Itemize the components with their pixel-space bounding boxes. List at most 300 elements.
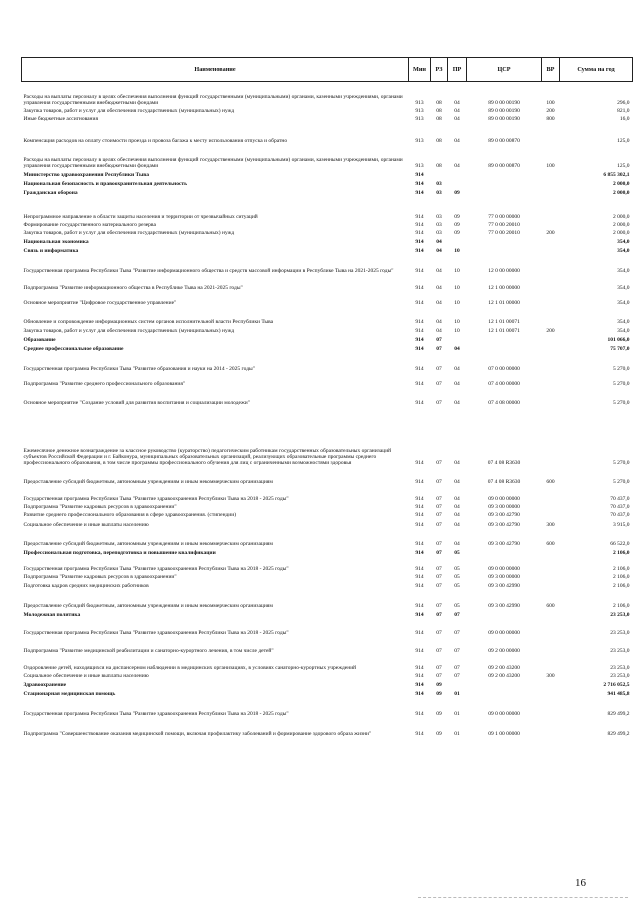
row-subsection-code: 05 <box>454 603 460 610</box>
row-expense-type <box>542 698 560 718</box>
row-expense-type: 200 <box>546 328 555 335</box>
table-row <box>22 557 633 573</box>
row-amount: 2 000,0 <box>613 181 630 188</box>
row-amount: 5 270,0 <box>613 460 630 467</box>
row-ministry-code: 914 <box>415 682 424 689</box>
row-subsection-code: 07 <box>454 648 460 655</box>
row-subsection-code: 04 <box>454 108 460 115</box>
row-name: Государственная программа Республики Тыва "Развитие здравоохранения Республики Тыва на 2018 - 2025 годы" <box>23 566 289 573</box>
header-name: Наименование <box>22 58 409 82</box>
row-name: Основное мероприятие "Создание условий для развития воспитания и социализации молодежи" <box>23 400 250 407</box>
row-target-article: 09 3 00 42790 <box>488 522 520 529</box>
row-target-article <box>467 610 542 619</box>
row-subsection-code: 04 <box>454 522 460 529</box>
table-row <box>22 467 633 486</box>
table-header-row <box>22 58 633 82</box>
table-row <box>22 503 633 511</box>
row-ministry-code: 914 <box>415 479 424 486</box>
row-section-code: 04 <box>436 328 442 335</box>
row-section-code: 03 <box>436 190 442 197</box>
row-expense-type <box>542 255 560 275</box>
row-target-article: 89 0 00 00190 <box>488 116 520 123</box>
row-target-article <box>467 335 542 344</box>
row-section-code: 09 <box>436 711 442 718</box>
row-name: Государственная программа Республики Тыва "Развитие здравоохранения Республики Тыва на 2018 - 2025 годы" <box>23 496 289 503</box>
table-body <box>22 82 633 738</box>
table-row <box>22 698 633 718</box>
row-expense-type: 200 <box>546 108 555 115</box>
row-expense-type: 600 <box>546 479 555 486</box>
row-section-code: 04 <box>436 300 442 307</box>
row-expense-type <box>542 557 560 573</box>
row-target-article <box>467 179 542 188</box>
row-expense-type <box>542 275 560 292</box>
row-subsection-code: 05 <box>454 566 460 573</box>
row-section-code: 07 <box>436 541 442 548</box>
row-subsection-code: 05 <box>454 574 460 581</box>
row-expense-type <box>542 335 560 344</box>
row-ministry-code: 914 <box>415 731 424 738</box>
row-name: Профессиональная подготовка, переподготовка и повышение квалификации <box>23 550 216 557</box>
row-name: Оздоровление детей, находящихся на диспансерном наблюдении в медицинских организациях, в условиях санаторно-курортных учреждений <box>23 665 357 672</box>
row-section-code: 09 <box>436 691 442 698</box>
row-subsection-code: 09 <box>454 190 460 197</box>
header-min: Мин <box>409 58 431 82</box>
row-name: Социальное обеспечение и иные выплаты населению <box>23 522 149 529</box>
row-subsection-code: 04 <box>454 496 460 503</box>
row-amount: 66 522,0 <box>610 541 630 548</box>
row-section-code: 09 <box>436 682 442 689</box>
row-expense-type: 600 <box>546 603 555 610</box>
row-name: Государственная программа Республики Тыва "Развитие образования и науки на 2014 - 2025 годы" <box>23 366 255 373</box>
row-ministry-code: 914 <box>415 328 424 335</box>
row-name: Иные бюджетные ассигнования <box>23 116 98 123</box>
table-row <box>22 307 633 326</box>
row-ministry-code: 914 <box>415 190 424 197</box>
row-name: Связь и информатика <box>23 248 79 255</box>
row-subsection-code <box>448 237 467 246</box>
row-expense-type <box>542 655 560 672</box>
row-target-article: 09 3 00 42790 <box>488 541 520 548</box>
table-row <box>22 511 633 519</box>
row-target-article: 77 0 00 00000 <box>488 214 520 221</box>
row-section-code: 04 <box>436 248 442 255</box>
row-expense-type: 600 <box>546 541 555 548</box>
row-target-article: 09 3 00 00000 <box>488 504 520 511</box>
row-target-article: 09 3 00 00000 <box>488 574 520 581</box>
row-section-code: 07 <box>436 400 442 407</box>
row-ministry-code: 914 <box>415 522 424 529</box>
row-section-code: 07 <box>436 574 442 581</box>
row-subsection-code: 04 <box>454 400 460 407</box>
table-row <box>22 335 633 344</box>
row-amount: 23 253,0 <box>610 673 630 680</box>
row-expense-type <box>542 388 560 407</box>
header-rz: РЗ <box>431 58 448 82</box>
row-amount: 2 106,0 <box>613 550 630 557</box>
row-subsection-code: 07 <box>454 665 460 672</box>
row-amount: 5 270,0 <box>613 400 630 407</box>
row-ministry-code: 914 <box>415 239 424 246</box>
row-expense-type <box>542 179 560 188</box>
table-row <box>22 548 633 557</box>
row-expense-type <box>542 197 560 221</box>
row-ministry-code: 914 <box>415 381 424 388</box>
row-section-code: 08 <box>436 116 442 123</box>
row-name: Подпрограмма "Развитие информационного общества в Республике Тыва на 2021-2025 годы" <box>23 285 243 292</box>
row-subsection-code: 04 <box>454 116 460 123</box>
row-subsection-code: 05 <box>454 583 460 590</box>
row-amount: 2 000,0 <box>613 190 630 197</box>
row-expense-type <box>542 680 560 689</box>
row-target-article: 09 0 00 00000 <box>488 566 520 573</box>
row-expense-type <box>542 486 560 503</box>
row-subsection-code: 07 <box>454 673 460 680</box>
row-section-code: 07 <box>436 346 442 353</box>
row-target-article: 09 3 00 42990 <box>488 583 520 590</box>
row-ministry-code: 914 <box>415 691 424 698</box>
row-expense-type <box>542 353 560 373</box>
row-expense-type <box>542 123 560 145</box>
row-target-article: 12 1 01 00000 <box>488 300 520 307</box>
row-section-code: 07 <box>436 504 442 511</box>
row-expense-type: 100 <box>546 100 555 107</box>
row-amount: 23 253,0 <box>610 665 630 672</box>
row-amount: 354,0 <box>617 239 630 246</box>
table-row <box>22 107 633 115</box>
row-expense-type: 300 <box>546 673 555 680</box>
row-subsection-code: 10 <box>454 300 460 307</box>
row-name: Предоставление субсидий бюджетным, автономным учреждениям и иным некоммерческим организациям <box>23 603 273 610</box>
row-subsection-code: 09 <box>454 230 460 237</box>
row-target-article <box>467 548 542 557</box>
row-target-article: 07 4 00 00000 <box>488 381 520 388</box>
table-row <box>22 581 633 590</box>
row-target-article: 09 1 00 00000 <box>488 731 520 738</box>
row-name: Непрограммное направление в области защиты населения и территории от чрезвычайных ситуаций <box>23 214 258 221</box>
row-name: Компенсация расходов на оплату стоимости проезда и провоза багажа к месту использования отпуска и обратно <box>23 138 288 145</box>
table-row <box>22 275 633 292</box>
header-csr: ЦСР <box>467 58 542 82</box>
row-ministry-code: 914 <box>415 665 424 672</box>
row-target-article: 89 0 00 00870 <box>488 163 520 170</box>
row-expense-type: 800 <box>546 116 555 123</box>
row-amount: 2 106,0 <box>613 574 630 581</box>
row-target-article <box>467 344 542 353</box>
row-target-article: 89 0 00 00870 <box>488 138 520 145</box>
table-row <box>22 229 633 237</box>
header-vr: ВР <box>542 58 560 82</box>
row-target-article: 12 1 01 00071 <box>488 328 520 335</box>
row-target-article: 09 2 00 43200 <box>488 665 520 672</box>
row-target-article: 89 0 00 00190 <box>488 108 520 115</box>
row-target-article <box>467 170 542 179</box>
row-expense-type <box>542 503 560 511</box>
row-amount: 70 437,0 <box>610 512 630 519</box>
row-target-article: 09 2 00 43200 <box>488 673 520 680</box>
row-expense-type <box>542 407 560 467</box>
row-expense-type <box>542 246 560 255</box>
row-section-code: 08 <box>436 100 442 107</box>
table-row <box>22 573 633 581</box>
row-expense-type <box>542 610 560 619</box>
row-section-code: 07 <box>436 512 442 519</box>
row-name: Стационарная медицинская помощь <box>23 691 116 698</box>
table-row <box>22 237 633 246</box>
row-section-code: 04 <box>436 285 442 292</box>
row-section-code: 07 <box>436 366 442 373</box>
table-row <box>22 388 633 407</box>
row-name: Закупка товаров, работ и услуг для обеспечения государственных (муниципальных) нужд <box>23 328 235 335</box>
row-name: Подпрограмма "Развитие среднего профессионального образования" <box>23 381 186 388</box>
row-expense-type <box>542 718 560 738</box>
row-ministry-code: 914 <box>415 512 424 519</box>
table-row <box>22 486 633 503</box>
row-target-article: 09 0 00 00000 <box>488 711 520 718</box>
row-subsection-code: 04 <box>454 138 460 145</box>
row-ministry-code: 913 <box>415 138 424 145</box>
row-subsection-code: 04 <box>454 541 460 548</box>
row-amount: 829 499,2 <box>607 731 630 738</box>
row-subsection-code: 04 <box>454 366 460 373</box>
row-ministry-code: 914 <box>415 603 424 610</box>
header-sum: Сумма на год <box>560 58 633 82</box>
row-subsection-code: 07 <box>454 630 460 637</box>
row-name: Ежемесячное денежное вознаграждение за классное руководство (кураторство) педагогическим работникам государственных образовательных организаций субъектов Российской Федерации и г. Байконура, муниципальных образовательных организаций, реализующих образовательные программы среднего профессионального образования, в том числе программы профессионального обучения для лиц с ограниченными возможностями здоровья <box>23 447 392 467</box>
row-target-article <box>467 237 542 246</box>
row-subsection-code: 04 <box>454 346 460 353</box>
row-amount: 5 270,0 <box>613 366 630 373</box>
row-subsection-code: 10 <box>454 285 460 292</box>
row-amount: 2 106,0 <box>613 583 630 590</box>
row-amount: 23 253,0 <box>610 648 630 655</box>
row-target-article <box>467 188 542 197</box>
row-section-code: 07 <box>436 381 442 388</box>
table-row <box>22 655 633 672</box>
footer-divider <box>418 897 628 898</box>
row-subsection-code: 09 <box>454 214 460 221</box>
row-name: Обновление и сопровождение информационных систем органов исполнительной власти Республики Тыва <box>23 319 274 326</box>
row-subsection-code: 10 <box>454 248 460 255</box>
row-ministry-code: 914 <box>415 222 424 229</box>
row-ministry-code: 914 <box>415 300 424 307</box>
row-amount: 2 106,0 <box>613 603 630 610</box>
row-ministry-code: 914 <box>415 574 424 581</box>
row-amount: 2 000,0 <box>613 230 630 237</box>
row-name: Расходы на выплаты персоналу в целях обеспечения выполнения функций государственными (муниципальными) органами, казенными учреждениями, органами управления государственными внебюджетными фондами <box>23 93 403 107</box>
row-target-article <box>467 689 542 698</box>
table-row <box>22 590 633 610</box>
row-amount: 5 270,0 <box>613 381 630 388</box>
row-name: Подпрограмма "Совершенствование оказания медицинской помощи, включая профилактику заболеваний и формирование здорового образа жизни" <box>23 731 372 738</box>
row-name: Государственная программа Республики Тыва "Развитие здравоохранения Республики Тыва на 2018 - 2025 годы" <box>23 711 289 718</box>
row-amount: 16,0 <box>619 116 630 123</box>
row-section-code: 07 <box>436 648 442 655</box>
row-section-code: 07 <box>436 566 442 573</box>
table-row <box>22 188 633 197</box>
row-expense-type: 200 <box>546 230 555 237</box>
table-row <box>22 610 633 619</box>
row-ministry-code: 914 <box>415 541 424 548</box>
row-ministry-code: 914 <box>415 230 424 237</box>
row-section-code: 07 <box>436 612 442 619</box>
row-section-code: 09 <box>436 731 442 738</box>
row-subsection-code <box>448 680 467 689</box>
table-row <box>22 179 633 188</box>
row-name: Основное мероприятие "Цифровое государственное управление" <box>23 300 177 307</box>
row-target-article: 12 1 00 00000 <box>488 285 520 292</box>
row-ministry-code: 914 <box>415 648 424 655</box>
row-amount: 2 716 052,5 <box>603 682 630 689</box>
row-amount: 354,0 <box>617 328 630 335</box>
row-subsection-code: 05 <box>454 550 460 557</box>
row-ministry-code: 914 <box>415 630 424 637</box>
row-amount: 354,0 <box>617 285 630 292</box>
row-section-code: 08 <box>436 138 442 145</box>
row-ministry-code: 914 <box>415 400 424 407</box>
row-ministry-code: 914 <box>415 496 424 503</box>
row-target-article: 09 3 00 42990 <box>488 603 520 610</box>
row-section-code: 03 <box>436 181 442 188</box>
table-row <box>22 373 633 388</box>
table-row <box>22 123 633 145</box>
row-name: Расходы на выплаты персоналу в целях обеспечения выполнения функций государственными (муниципальными) органами, казенными учреждениями, органами управления государственными внебюджетными фондами <box>23 156 403 170</box>
row-ministry-code: 914 <box>415 285 424 292</box>
row-ministry-code: 914 <box>415 504 424 511</box>
table-row <box>22 221 633 229</box>
row-amount: 23 253,0 <box>610 630 630 637</box>
table-row <box>22 353 633 373</box>
header-pr: ПР <box>448 58 467 82</box>
row-name: Закупка товаров, работ и услуг для обеспечения государственных (муниципальных) нужд <box>23 230 235 237</box>
row-amount: 70 437,0 <box>610 496 630 503</box>
row-section-code: 07 <box>436 603 442 610</box>
row-section-code: 04 <box>436 268 442 275</box>
row-ministry-code: 913 <box>415 116 424 123</box>
row-subsection-code <box>448 179 467 188</box>
row-amount: 821,0 <box>617 108 630 115</box>
row-ministry-code: 913 <box>415 163 424 170</box>
table-row <box>22 255 633 275</box>
row-amount: 2 000,0 <box>613 214 630 221</box>
row-subsection-code: 04 <box>454 460 460 467</box>
row-name: Подпрограмма "Развитие медицинской реабилитации и санаторно-курортного лечения, в том числе детей" <box>23 648 274 655</box>
row-target-article: 09 0 00 00000 <box>488 630 520 637</box>
table-row <box>22 246 633 255</box>
table-row <box>22 619 633 637</box>
row-expense-type <box>542 292 560 307</box>
row-subsection-code: 10 <box>454 328 460 335</box>
row-section-code: 07 <box>436 479 442 486</box>
row-amount: 354,0 <box>617 300 630 307</box>
table-row <box>22 170 633 179</box>
row-expense-type <box>542 573 560 581</box>
row-subsection-code: 09 <box>454 222 460 229</box>
row-name: Подпрограмма "Развитие кадровых ресурсов в здравоохранении" <box>23 504 177 511</box>
row-subsection-code: 01 <box>454 711 460 718</box>
row-ministry-code: 914 <box>415 214 424 221</box>
row-subsection-code: 04 <box>454 163 460 170</box>
table-row <box>22 292 633 307</box>
row-section-code: 03 <box>436 214 442 221</box>
row-section-code: 07 <box>436 665 442 672</box>
row-name: Развитие среднего профессионального образования в сфере здравоохранения. (стипендии) <box>23 512 237 519</box>
row-expense-type <box>542 619 560 637</box>
row-expense-type: 100 <box>546 163 555 170</box>
row-amount: 296,0 <box>617 100 630 107</box>
table-row <box>22 672 633 680</box>
row-subsection-code: 04 <box>454 381 460 388</box>
row-ministry-code: 914 <box>415 460 424 467</box>
row-target-article: 07 4 08 00000 <box>488 400 520 407</box>
row-section-code: 07 <box>436 460 442 467</box>
row-amount: 125,0 <box>617 138 630 145</box>
row-ministry-code: 914 <box>415 612 424 619</box>
row-subsection-code: 04 <box>454 504 460 511</box>
row-amount: 829 499,2 <box>607 711 630 718</box>
row-target-article: 09 0 00 00000 <box>488 496 520 503</box>
row-ministry-code: 914 <box>415 566 424 573</box>
row-expense-type <box>542 373 560 388</box>
row-expense-type <box>542 307 560 326</box>
row-ministry-code: 914 <box>415 319 424 326</box>
row-expense-type <box>542 548 560 557</box>
row-subsection-code <box>448 170 467 179</box>
table-row <box>22 680 633 689</box>
row-ministry-code: 914 <box>415 337 424 344</box>
row-ministry-code: 914 <box>415 248 424 255</box>
table-row <box>22 82 633 107</box>
row-subsection-code: 01 <box>454 731 460 738</box>
row-target-article: 12 1 01 00071 <box>488 319 520 326</box>
page-number: 16 <box>575 877 586 889</box>
row-ministry-code: 914 <box>415 550 424 557</box>
row-name: Социальное обеспечение и иные выплаты населению <box>23 673 149 680</box>
row-name: Министерство здравоохранения Республики Тыва <box>23 172 149 179</box>
row-expense-type <box>542 581 560 590</box>
row-target-article: 07 0 00 00000 <box>488 366 520 373</box>
row-section-code: 03 <box>436 230 442 237</box>
row-section-code <box>431 170 448 179</box>
row-amount: 6 855 302,1 <box>603 172 630 179</box>
row-subsection-code <box>448 335 467 344</box>
table-row <box>22 115 633 123</box>
row-name: Формирование государственного материального резерва <box>23 222 156 229</box>
row-expense-type <box>542 221 560 229</box>
table-row <box>22 344 633 353</box>
table-row <box>22 407 633 467</box>
row-expense-type <box>542 188 560 197</box>
row-name: Национальная экономика <box>23 239 89 246</box>
row-target-article: 07 4 08 R3630 <box>487 460 521 467</box>
row-amount: 3 915,0 <box>613 522 630 529</box>
row-target-article: 09 2 00 00000 <box>488 648 520 655</box>
row-ministry-code: 914 <box>415 366 424 373</box>
row-name: Предоставление субсидий бюджетным, автономным учреждениям и иным некоммерческим организациям <box>23 541 273 548</box>
row-subsection-code: 10 <box>454 319 460 326</box>
table-row <box>22 197 633 221</box>
row-name: Гражданская оборона <box>23 190 78 197</box>
row-target-article <box>467 246 542 255</box>
row-ministry-code: 914 <box>415 711 424 718</box>
row-section-code: 07 <box>436 673 442 680</box>
row-expense-type <box>542 237 560 246</box>
row-amount: 70 437,0 <box>610 504 630 511</box>
row-name: Национальная безопасность и правоохранительная деятельность <box>23 181 188 188</box>
table-row <box>22 637 633 655</box>
row-section-code: 08 <box>436 163 442 170</box>
row-target-article: 07 4 08 R3630 <box>487 479 521 486</box>
